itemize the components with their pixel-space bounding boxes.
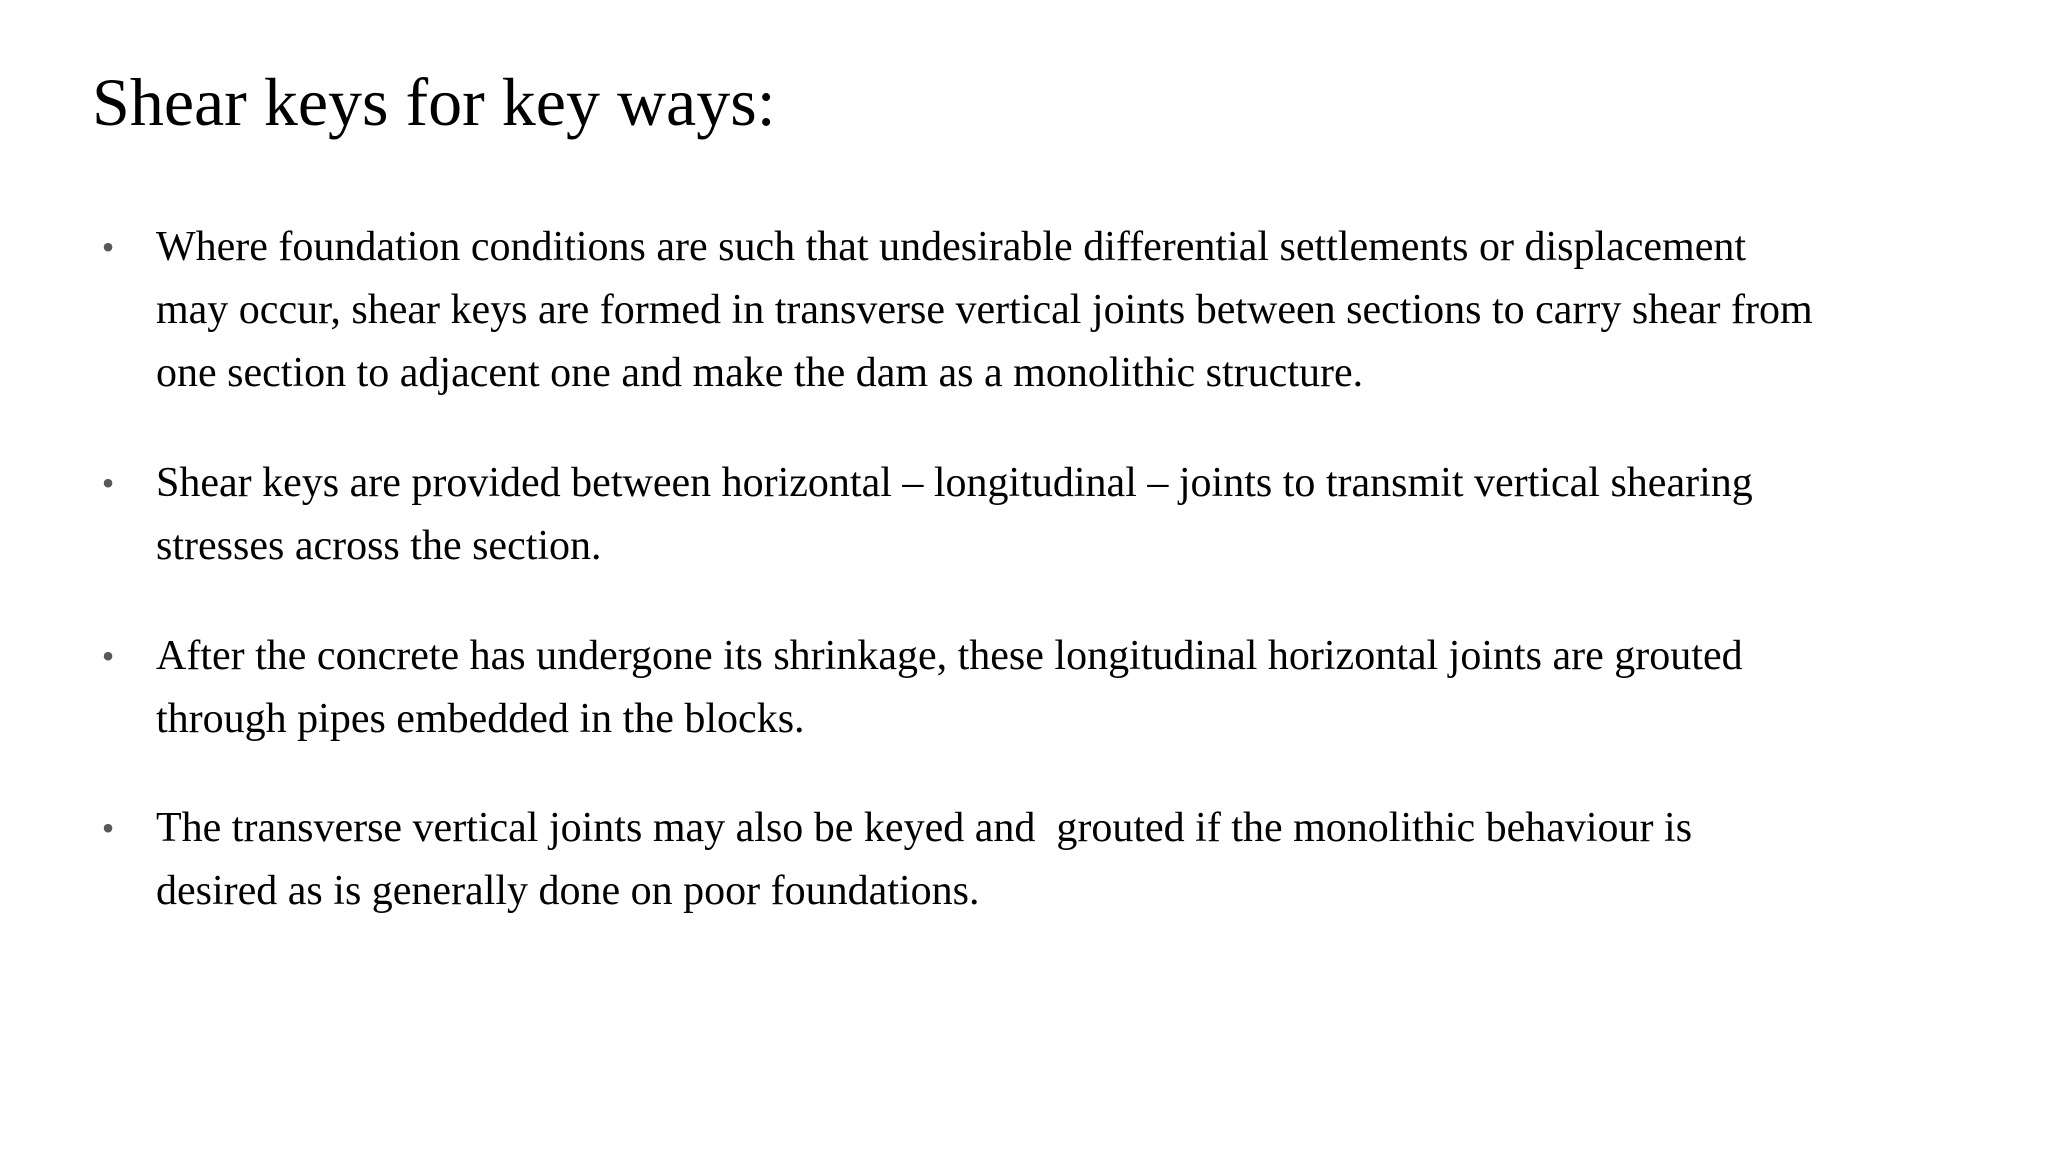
bullet-text-line: Shear keys are provided between horizontal – longitudinal – joints to transmit vertical shearing [156,460,1753,506]
bullet-text-line: stresses across the section. [156,523,602,569]
bullet-icon: • [101,463,115,503]
slide-title: Shear keys for key ways: [92,64,776,140]
bullet-text-line: may occur, shear keys are formed in transverse vertical joints between sections to carry shear from [156,287,1813,333]
bullet-text-line: After the concrete has undergone its shrinkage, these longitudinal horizontal joints are grouted [156,633,1743,679]
bullet-icon: • [101,636,115,676]
bullet-text-line: The transverse vertical joints may also be keyed and grouted if the monolithic behaviour is [156,805,1693,851]
bullet-text-line: through pipes embedded in the blocks. [156,696,805,742]
bullet-text-line: one section to adjacent one and make the dam as a monolithic structure. [156,350,1364,396]
bullet-item [101,216,1988,405]
bullet-icon: • [101,227,115,267]
bullet-text-line: desired as is generally done on poor foundations. [156,868,980,914]
bullet-item [101,452,1988,578]
bullet-text-line: Where foundation conditions are such that undesirable differential settlements or displacement [156,224,1747,270]
bullet-icon: • [101,808,115,848]
bullet-item [101,797,1988,923]
bullet-item [101,625,1988,751]
